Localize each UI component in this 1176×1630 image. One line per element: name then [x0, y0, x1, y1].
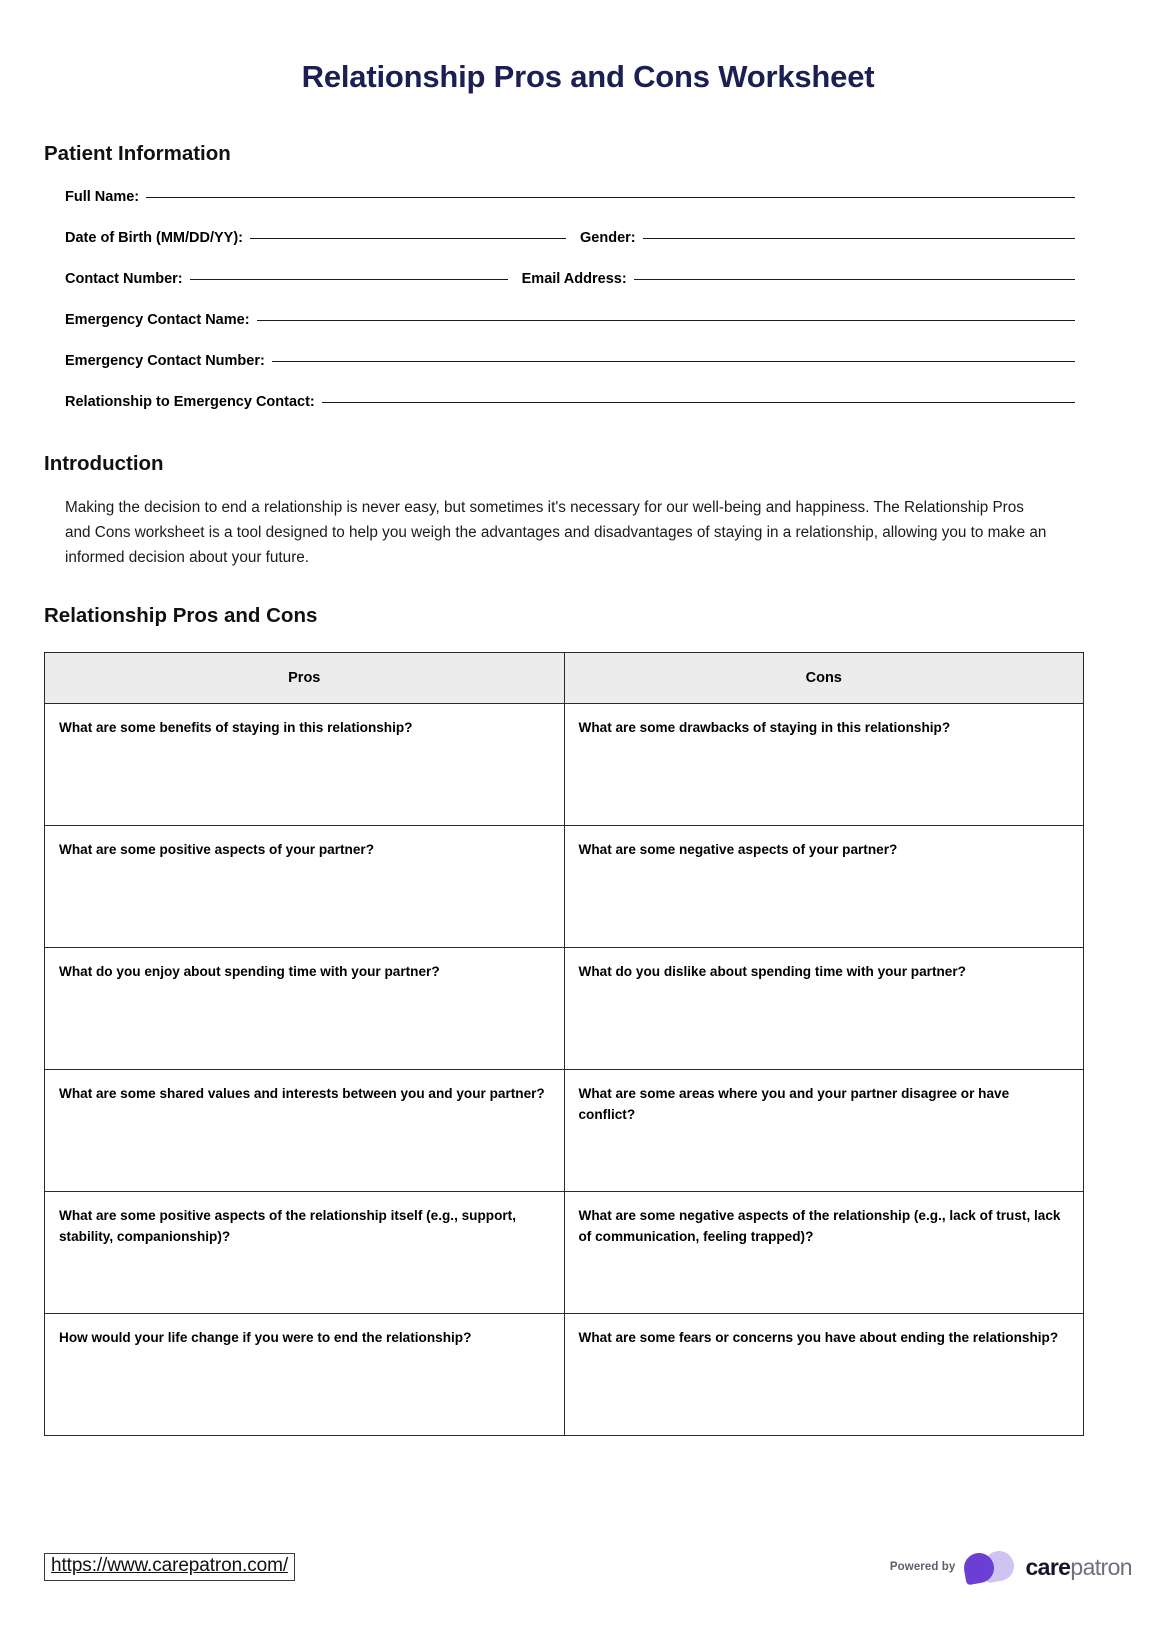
- column-header-cons: Cons: [564, 653, 1084, 704]
- input-gender[interactable]: [643, 238, 1075, 239]
- label-email-address: Email Address:: [521, 270, 627, 287]
- carepatron-branding: [890, 1550, 1132, 1584]
- input-email-address[interactable]: [634, 279, 1075, 280]
- form-row-dob-gender: [65, 230, 1075, 246]
- input-contact-number[interactable]: [190, 279, 508, 280]
- cons-cell[interactable]: What are some drawbacks of staying in this relationship?: [564, 704, 1084, 826]
- section-heading-introduction: Introduction: [44, 451, 164, 475]
- table-body: [45, 704, 1084, 1436]
- cons-cell[interactable]: What are some negative aspects of the relationship (e.g., lack of trust, lack of communication, feeling trapped)?: [564, 1192, 1084, 1314]
- pros-cell[interactable]: What do you enjoy about spending time with your partner?: [45, 948, 565, 1070]
- patient-information-form: [44, 189, 1132, 410]
- website-url-link[interactable]: https://www.carepatron.com/: [51, 1555, 289, 1577]
- table-row: [45, 826, 1084, 948]
- wordmark-care: care: [1025, 1553, 1071, 1580]
- label-full-name: Full Name:: [65, 188, 140, 205]
- pros-cell[interactable]: What are some positive aspects of the relationship itself (e.g., support, stability, companionship)?: [45, 1192, 565, 1314]
- input-full-name[interactable]: [146, 197, 1075, 198]
- table-row: [45, 948, 1084, 1070]
- introduction-body: Making the decision to end a relationship is never easy, but sometimes it's necessary for our well-being and happiness. The Relationship Pros and Cons worksheet is a tool designed to help you weigh the advantages and disadvantages of staying in a relationship, allowing you to make an informed decision about your future.: [65, 499, 1047, 566]
- input-emergency-contact-name[interactable]: [257, 320, 1075, 321]
- table-row: [45, 1070, 1084, 1192]
- carepatron-logo-icon: [964, 1550, 1016, 1584]
- label-emergency-contact-number: Emergency Contact Number:: [65, 352, 265, 369]
- table-header-row: [45, 653, 1084, 704]
- table-row: [45, 1314, 1084, 1436]
- wordmark-patron: patron: [1070, 1553, 1132, 1580]
- cons-cell[interactable]: What are some fears or concerns you have about ending the relationship?: [564, 1314, 1084, 1436]
- table-head: [45, 653, 1084, 704]
- website-url-box[interactable]: [44, 1553, 295, 1581]
- pros-cell[interactable]: What are some positive aspects of your partner?: [45, 826, 565, 948]
- pros-cell[interactable]: What are some shared values and interests between you and your partner?: [45, 1070, 565, 1192]
- label-emergency-contact-name: Emergency Contact Name:: [65, 311, 250, 328]
- label-date-of-birth: Date of Birth (MM/DD/YY):: [65, 229, 244, 246]
- form-row-full-name: [65, 189, 1075, 205]
- form-row-emergency-contact-name: [65, 312, 1075, 328]
- page-title: Relationship Pros and Cons Worksheet: [301, 59, 875, 94]
- column-header-pros: Pros: [45, 653, 565, 704]
- label-contact-number: Contact Number:: [65, 270, 183, 287]
- input-relationship-to-emergency-contact[interactable]: [322, 402, 1075, 403]
- cons-cell[interactable]: What are some negative aspects of your partner?: [564, 826, 1084, 948]
- powered-by-label: Powered by: [889, 1561, 956, 1573]
- input-emergency-contact-number[interactable]: [272, 361, 1075, 362]
- pros-cons-table: [44, 652, 1084, 1436]
- section-heading-pros-and-cons: Relationship Pros and Cons: [44, 603, 318, 627]
- label-relationship-to-emergency-contact: Relationship to Emergency Contact:: [65, 393, 315, 410]
- form-row-relationship-to-emergency-contact: [65, 394, 1075, 410]
- section-heading-patient-information: Patient Information: [44, 142, 231, 166]
- pros-cell[interactable]: What are some benefits of staying in this relationship?: [45, 704, 565, 826]
- form-row-emergency-contact-number: [65, 353, 1075, 369]
- table-row: [45, 704, 1084, 826]
- pros-cell[interactable]: How would your life change if you were to end the relationship?: [45, 1314, 565, 1436]
- input-date-of-birth[interactable]: [250, 238, 566, 239]
- form-row-contact-email: [65, 271, 1075, 287]
- label-gender: Gender:: [580, 229, 636, 246]
- cons-cell[interactable]: What are some areas where you and your partner disagree or have conflict?: [564, 1070, 1084, 1192]
- table-row: [45, 1192, 1084, 1314]
- page-footer: [44, 1550, 1132, 1584]
- carepatron-wordmark: [1025, 1553, 1132, 1580]
- cons-cell[interactable]: What do you dislike about spending time with your partner?: [564, 948, 1084, 1070]
